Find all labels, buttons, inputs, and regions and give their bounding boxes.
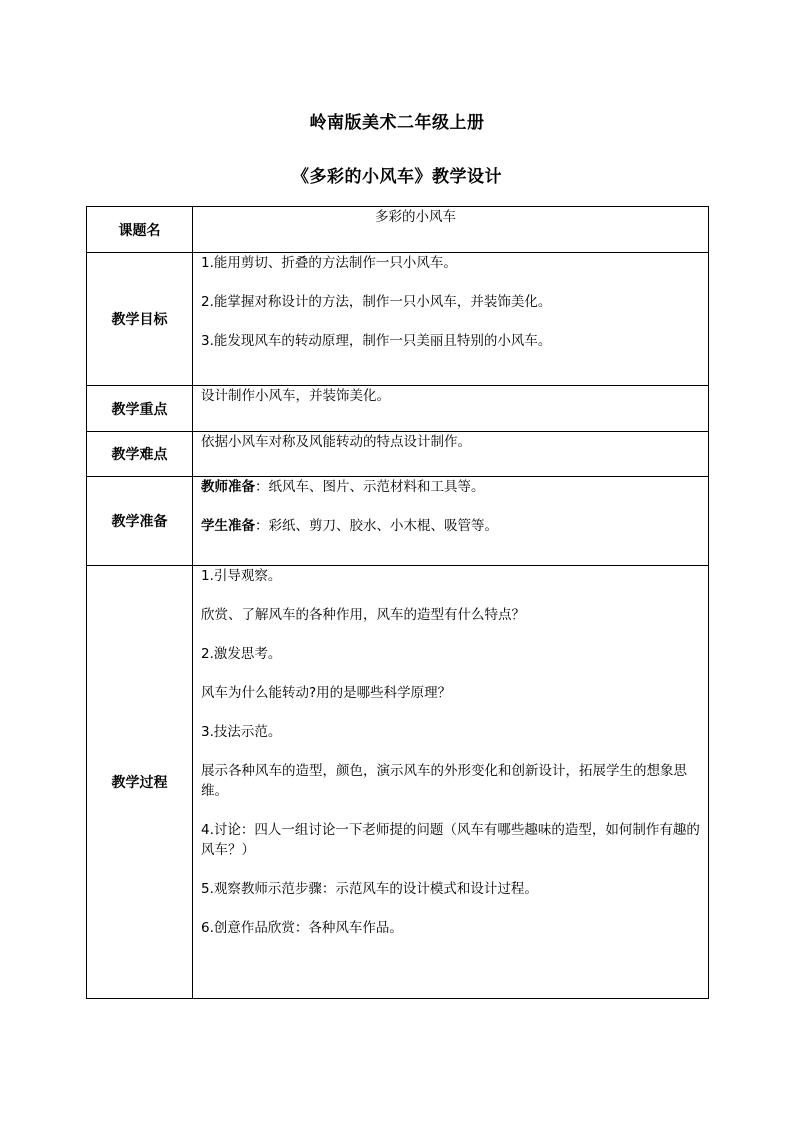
label-preparation: 教学准备	[87, 477, 193, 566]
objective-item: 3.能发现风车的转动原理，制作一只美丽且特别的小风车。	[201, 333, 552, 349]
process-step: 5.观察教师示范步骤：示范风车的设计模式和设计过程。	[201, 881, 538, 897]
label-difficulties: 教学难点	[87, 432, 193, 477]
value-course-name	[193, 207, 709, 253]
process-step: 欣赏、了解风车的各种作用，风车的造型有什么特点？	[201, 607, 525, 623]
label-process: 教学过程	[87, 566, 193, 999]
process-step: 展示各种风车的造型，颜色，演示风车的外形变化和创新设计，拓展学生的想象思维。	[201, 763, 687, 799]
document-title: 岭南版美术二年级上册	[309, 113, 485, 133]
label-course-name: 课题名	[87, 207, 193, 253]
student-preparation-text: ：彩纸、剪刀、胶水、小木棍、吸管等。	[255, 518, 498, 534]
value-preparation	[193, 477, 709, 566]
process-step: 4.讨论：四人一组讨论一下老师提的问题（风车有哪些趣味的造型，如何制作有趣的风车？）	[201, 822, 700, 858]
row-preparation	[87, 477, 709, 566]
row-course-name	[87, 207, 709, 253]
process-step: 2.激发思考。	[201, 646, 282, 662]
process-step: 3.技法示范。	[201, 724, 282, 740]
key-points-text: 设计制作小风车，并装饰美化。	[201, 388, 390, 404]
label-objectives: 教学目标	[87, 253, 193, 386]
difficulties-text: 依据小风车对称及风能转动的特点设计制作。	[201, 434, 471, 450]
value-objectives	[193, 253, 709, 386]
objective-item: 2.能掌握对称设计的方法，制作一只小风车，并装饰美化。	[201, 294, 552, 310]
student-preparation	[201, 516, 700, 536]
lesson-plan-table	[86, 206, 709, 999]
process-step: 6.创意作品欣赏：各种风车作品。	[201, 920, 403, 936]
row-process	[87, 566, 709, 999]
student-preparation-label: 学生准备	[201, 518, 255, 534]
objective-item: 1.能用剪切、折叠的方法制作一只小风车。	[201, 255, 457, 271]
row-difficulties	[87, 432, 709, 477]
document-subtitle: 《多彩的小风车》教学设计	[292, 167, 502, 187]
teacher-preparation-label: 教师准备	[201, 479, 255, 495]
value-process	[193, 566, 709, 999]
course-name-text: 多彩的小风车	[375, 209, 456, 225]
teacher-preparation-text: ：纸风车、图片、示范材料和工具等。	[255, 479, 485, 495]
value-key-points	[193, 386, 709, 432]
process-step: 风车为什么能转动?用的是哪些科学原理？	[201, 685, 452, 701]
value-difficulties	[193, 432, 709, 477]
process-step: 1.引导观察。	[201, 568, 282, 584]
row-key-points	[87, 386, 709, 432]
row-objectives	[87, 253, 709, 386]
teacher-preparation	[201, 477, 700, 497]
label-key-points: 教学重点	[87, 386, 193, 432]
